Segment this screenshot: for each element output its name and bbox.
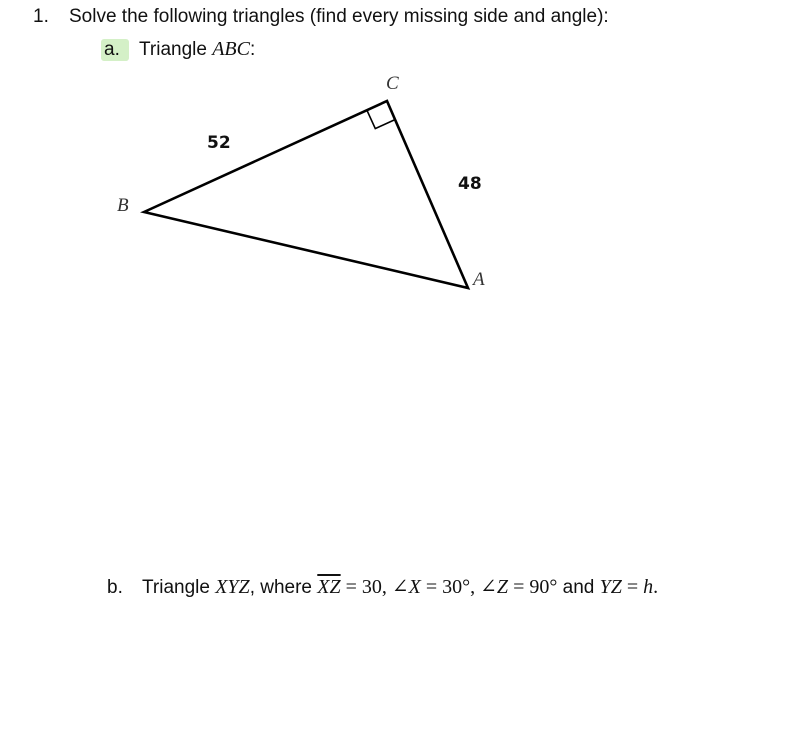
part-b-connector: , where [249,577,318,598]
triangle-abc-outline [144,101,468,288]
part-b-marker: b. [107,577,123,598]
eq-3: = 90° [508,576,558,598]
part-b-triangle-name: XYZ [215,576,250,598]
side-yz: YZ [599,576,622,598]
side-label-ca: 48 [458,174,482,194]
question-number: 1. [33,6,49,27]
variable-h: h [643,576,654,598]
part-a-marker: a. [101,39,129,61]
eq-2: = 30°, [420,576,481,598]
question-prompt: Solve the following triangles (find every missing side and angle): [69,6,609,27]
part-a-label-suffix: : [250,39,256,60]
side-label-bc: 52 [207,133,231,153]
vertex-label-a: A [473,269,485,290]
part-a-triangle-name: ABC [212,38,250,60]
angle-x: ∠X [391,576,421,598]
vertex-label-b: B [117,195,129,216]
angle-z: ∠Z [480,576,509,598]
period: . [653,576,659,598]
part-b-heading [104,574,658,599]
eq-4: = [621,576,644,598]
part-a-label-prefix: Triangle [139,39,213,60]
eq-1: = 30, [340,576,392,598]
segment-xz: $\overline{XZ}$ [317,576,341,598]
vertex-label-c: C [386,73,399,94]
part-b-label-prefix: Triangle [142,577,216,598]
and-text: and [557,577,600,598]
